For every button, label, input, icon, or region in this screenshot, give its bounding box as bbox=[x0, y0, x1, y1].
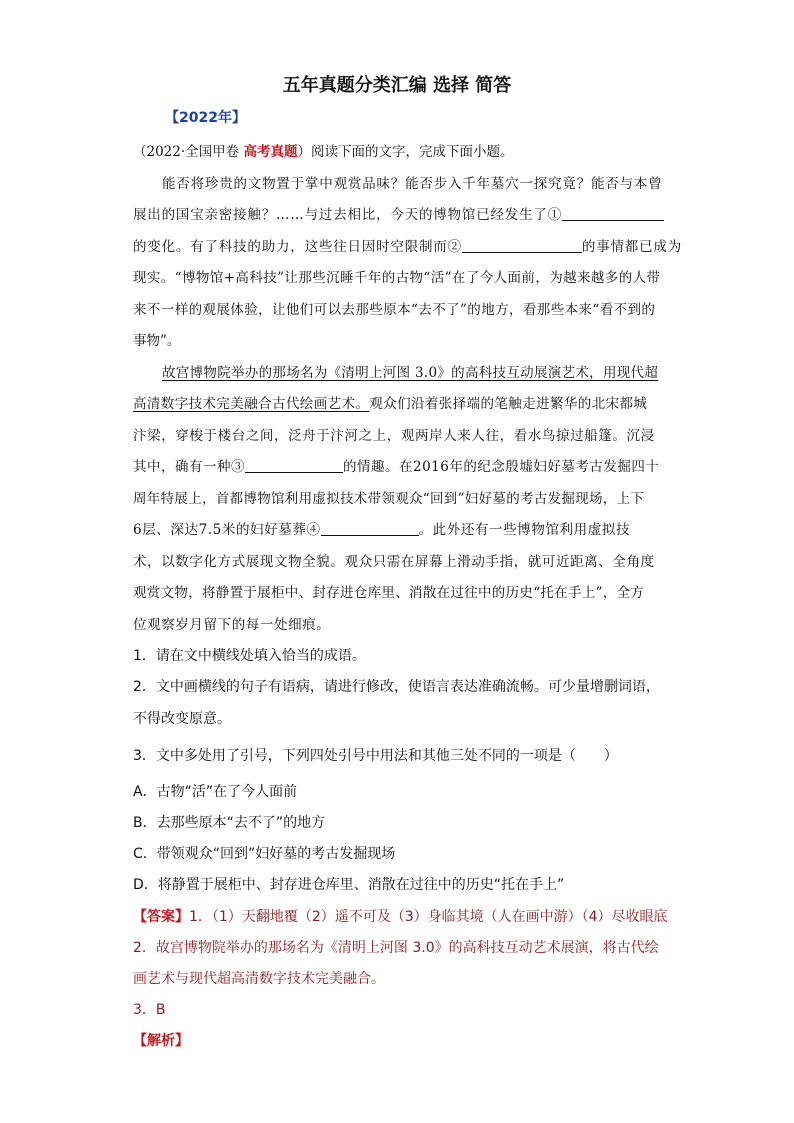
passage-line bbox=[133, 392, 647, 412]
passage-line bbox=[133, 518, 630, 538]
answer-line-1 bbox=[133, 906, 668, 926]
passage-line: 现实。“博物馆+高科技”让那些沉睡千年的古物“活”在了今人面前，为越来越多的人带 bbox=[133, 270, 661, 286]
source-line bbox=[133, 140, 513, 160]
passage-line: 观赏文物，将静置于展柜中、封存进仓库里、消散在过往中的历史“托在手上”，全方 bbox=[133, 585, 645, 601]
passage-text: 的变化。有了科技的助力，这些往日因时空限制而② bbox=[133, 239, 462, 255]
explanation-tag: 【解析】 bbox=[133, 1033, 189, 1049]
question-2: 2．文中画横线的句子有语病，请进行修改，使语言表达准确流畅。可少量增删词语， bbox=[133, 679, 660, 695]
passage-text: 其中，确有一种③ bbox=[133, 459, 245, 475]
year-tag: 【2022年】 bbox=[165, 110, 246, 126]
passage-line: 汴梁，穿梭于楼台之间，泛舟于汴河之上，观两岸人来人往，看水鸟掠过船篷。沉浸 bbox=[133, 428, 655, 444]
option-b: B．去那些原本“去不了”的地方 bbox=[133, 815, 326, 831]
option-c: C．带领观众“回到”妇好墓的考古发掘现场 bbox=[133, 846, 396, 862]
passage-text: 观众们沿着张择端的笔触走进繁华的北宋都城 bbox=[369, 396, 648, 412]
passage-line bbox=[133, 203, 664, 223]
passage-line bbox=[133, 455, 659, 475]
answer-3: 3．B bbox=[133, 1002, 166, 1018]
question-3: 3．文中多处用了引号，下列四处引号中用法和其他三处不同的一项是（ ） bbox=[133, 748, 618, 764]
blank-3 bbox=[245, 458, 343, 473]
passage-line: 周年特展上，首都博物馆利用虚拟技术带领观众“回到”妇好墓的考古发掘现场，上下 bbox=[133, 491, 645, 507]
answer-tag: 【答案】 bbox=[133, 909, 189, 925]
blank-4 bbox=[321, 521, 419, 536]
passage-line bbox=[133, 235, 682, 255]
answer-2-cont: 画艺术与现代超高清数字技术完美融合。 bbox=[133, 971, 385, 987]
passage-text: 6层、深达7.5米的妇好墓葬④ bbox=[133, 522, 321, 538]
passage-line: 位观察岁月留下的每一处细痕。 bbox=[133, 617, 331, 633]
blank-2 bbox=[462, 238, 582, 253]
passage-line: 事物”。 bbox=[133, 333, 181, 349]
passage-text: 展出的国宝亲密接触？……与过去相比，今天的博物馆已经发生了① bbox=[133, 207, 562, 223]
passage-line: 来不一样的观展体验，让他们可以去那些原本“去不了”的地方，看那些本来“看不到的 bbox=[133, 302, 656, 318]
option-d: D．将静置于展柜中、封存进仓库里、消散在过往中的历史“托在手上” bbox=[133, 877, 565, 893]
answer-2: 2．故宫博物院举办的那场名为《清明上河图 3.0》的高科技互动艺术展演，将古代绘 bbox=[133, 940, 659, 956]
passage-text: 。此外还有一些博物馆利用虚拟技 bbox=[418, 522, 631, 538]
passage-line: 能否将珍贵的文物置于掌中观赏品味？能否步入千年墓穴一探究竟？能否与本曾 bbox=[162, 176, 663, 192]
option-a: A．古物“活”在了今人面前 bbox=[133, 784, 298, 800]
source-suffix: ）阅读下面的文字，完成下面小题。 bbox=[297, 144, 514, 160]
underlined-sentence-end: 高清数字技术完美融合古代绘画艺术。 bbox=[133, 396, 370, 412]
page-title: 五年真题分类汇编 选择 简答 bbox=[282, 75, 512, 96]
passage-line: 术，以数字化方式展现文物全貌。观众只需在屏幕上滑动手指，就可近距离、全角度 bbox=[133, 554, 655, 570]
answer-1: 1．（1）天翻地覆（2）遥不可及（3）身临其境（人在画中游）（4）尽收眼底 bbox=[189, 909, 668, 925]
source-tag: 高考真题 bbox=[243, 144, 298, 160]
passage-text: 的事情都已成为 bbox=[581, 239, 683, 255]
underlined-sentence-line: 故宫博物院举办的那场名为《清明上河图 3.0》的高科技互动展演艺术，用现代超 bbox=[162, 365, 659, 381]
question-1: 1．请在文中横线处填入恰当的成语。 bbox=[133, 648, 366, 664]
source-prefix: （2022·全国甲卷 bbox=[133, 144, 244, 160]
blank-1 bbox=[562, 206, 664, 221]
question-2-cont: 不得改变原意。 bbox=[133, 711, 231, 727]
passage-text: 的情趣。在2016年的纪念殷墟妇好墓考古发掘四十 bbox=[343, 459, 660, 475]
